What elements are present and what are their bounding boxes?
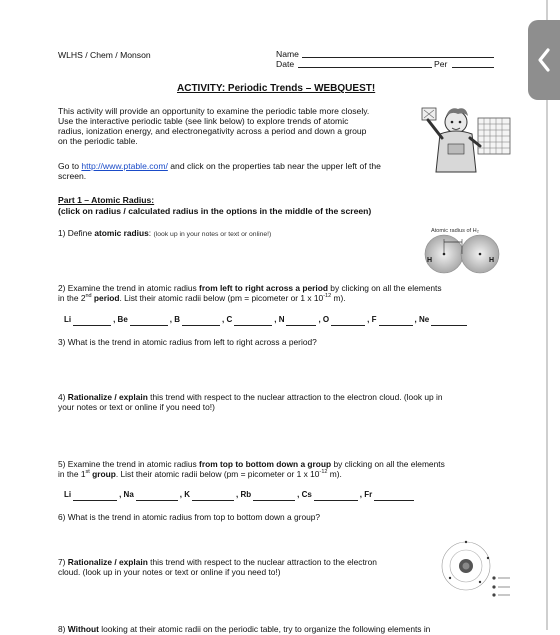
diagram-caption: Atomic radius of H₂ bbox=[431, 228, 479, 234]
name-label: Name bbox=[276, 49, 299, 59]
question-6: 6) What is the trend in atomic radius from top to bottom down a group? bbox=[58, 512, 321, 522]
q2-element-f: , F bbox=[367, 315, 377, 324]
q2-element-li: Li bbox=[64, 315, 72, 324]
q8-prefix: 8) bbox=[58, 624, 68, 634]
q5-l2-suffix: . List their atomic radii below (pm = picometer or 1 x 10 bbox=[115, 469, 320, 479]
question-3: 3) What is the trend in atomic radius from left to right across a period? bbox=[58, 337, 317, 347]
q2-element-b: , B bbox=[169, 315, 181, 324]
intro-line-4: on the periodic table. bbox=[58, 136, 138, 146]
q7-bold: Rationalize / explain bbox=[67, 557, 148, 567]
question-1 bbox=[58, 228, 271, 241]
question-8-line-1 bbox=[58, 624, 430, 635]
question-5-line-2 bbox=[58, 469, 342, 480]
q5-l2-sup: st bbox=[85, 469, 90, 476]
q5-blank-rb[interactable] bbox=[253, 492, 295, 501]
q2-l2-sup: nd bbox=[85, 293, 92, 300]
atom-label-right: H bbox=[489, 257, 495, 264]
q5-answer-row bbox=[64, 490, 416, 501]
q5-element-cs: , Cs bbox=[297, 490, 312, 499]
q5-l2-end: m). bbox=[327, 469, 342, 479]
q2-element-c: , C bbox=[222, 315, 233, 324]
q4-bold: Rationalize / explain bbox=[67, 392, 148, 402]
goto-line-2: screen. bbox=[58, 171, 87, 181]
q5-blank-li[interactable] bbox=[73, 492, 117, 501]
q2-answer-row bbox=[64, 315, 469, 326]
q2-l1-prefix: 2) Examine the trend in atomic radius bbox=[58, 283, 200, 293]
goto-suffix: and click on the properties tab near the upper left of the bbox=[167, 161, 381, 171]
q2-element-o: , O bbox=[318, 315, 330, 324]
question-4-line-1 bbox=[58, 392, 443, 403]
q7-suffix: this trend with respect to the nuclear attraction to the electron bbox=[147, 557, 377, 567]
q2-element-ne: , Ne bbox=[414, 315, 430, 324]
q2-blank-be[interactable] bbox=[130, 317, 168, 326]
q5-blank-k[interactable] bbox=[192, 492, 234, 501]
per-label: Per bbox=[434, 59, 448, 69]
q2-blank-b[interactable] bbox=[182, 317, 220, 326]
q2-element-n: , N bbox=[274, 315, 285, 324]
q5-l2-prefix: in the 1 bbox=[58, 469, 86, 479]
q5-element-li: Li bbox=[64, 490, 72, 499]
h2-radius-diagram bbox=[414, 230, 510, 274]
q5-l1-bold: from top to bottom down a group bbox=[199, 459, 332, 469]
part1-heading: Part 1 – Atomic Radius: bbox=[58, 195, 155, 205]
q2-l2-bold: period bbox=[91, 293, 120, 303]
goto-line bbox=[58, 161, 381, 172]
q2-blank-n[interactable] bbox=[286, 317, 316, 326]
q1-bold: atomic radius bbox=[94, 228, 149, 238]
q5-element-fr: , Fr bbox=[359, 490, 373, 499]
question-7-line-2: cloud. (look up in your notes or text or online if you need to!) bbox=[58, 567, 281, 577]
per-line bbox=[452, 67, 494, 68]
q1-prefix: 1) Define bbox=[58, 228, 95, 238]
q5-l1-suffix: by clicking on all the elements bbox=[331, 459, 445, 469]
ptable-link[interactable]: http://www.ptable.com/ bbox=[81, 161, 168, 171]
q5-l1-prefix: 5) Examine the trend in atomic radius bbox=[58, 459, 200, 469]
question-7-line-1 bbox=[58, 557, 377, 568]
q5-blank-cs[interactable] bbox=[314, 492, 358, 501]
atom-cloud-illustration bbox=[436, 538, 512, 600]
back-button[interactable] bbox=[528, 20, 560, 100]
q2-blank-ne[interactable] bbox=[431, 317, 467, 326]
q5-element-k: , K bbox=[179, 490, 191, 499]
q4-suffix: this trend with respect to the nuclear attraction to the electron cloud. (look up in bbox=[147, 392, 443, 402]
question-5-line-1 bbox=[58, 459, 445, 470]
q5-blank-fr[interactable] bbox=[374, 492, 414, 501]
q1-suffix: : bbox=[148, 228, 154, 238]
q2-l2-prefix: in the 2 bbox=[58, 293, 86, 303]
q5-l2-exp: -12 bbox=[319, 469, 328, 476]
q2-l1-bold: from left to right across a period bbox=[199, 283, 328, 293]
part1-subheading: (click on radius / calculated radius in the options in the middle of the screen) bbox=[58, 206, 372, 216]
chevron-left-icon bbox=[537, 47, 551, 73]
q4-prefix: 4) bbox=[58, 392, 68, 402]
q2-blank-li[interactable] bbox=[73, 317, 111, 326]
q8-bold: Without bbox=[67, 624, 99, 634]
scientist-illustration bbox=[420, 100, 512, 176]
q2-blank-o[interactable] bbox=[331, 317, 365, 326]
name-line bbox=[302, 57, 494, 58]
q2-blank-f[interactable] bbox=[379, 317, 413, 326]
date-label: Date bbox=[276, 59, 295, 69]
q1-hint: (look up in your notes or text or online!) bbox=[153, 231, 272, 238]
q8-suffix: looking at their atomic radii on the periodic table, try to organize the following elements in bbox=[98, 624, 431, 634]
date-line bbox=[298, 67, 432, 68]
course-label: WLHS / Chem / Monson bbox=[58, 50, 151, 60]
atom-label-left: H bbox=[427, 257, 433, 264]
q5-l2-bold: group bbox=[89, 469, 116, 479]
q2-l2-exp: -12 bbox=[323, 293, 332, 300]
q2-l1-suffix: by clicking on all the elements bbox=[327, 283, 442, 293]
q5-element-rb: , Rb bbox=[236, 490, 252, 499]
question-2-line-1 bbox=[58, 283, 442, 294]
q2-blank-c[interactable] bbox=[234, 317, 272, 326]
page-title: ACTIVITY: Periodic Trends – WEBQUEST! bbox=[177, 83, 376, 94]
q2-l2-end: m). bbox=[331, 293, 346, 303]
q2-l2-suffix: . List their atomic radii below (pm = picometer or 1 x 10 bbox=[119, 293, 324, 303]
goto-prefix: Go to bbox=[58, 161, 82, 171]
question-2-line-2 bbox=[58, 293, 346, 304]
q7-prefix: 7) bbox=[58, 557, 68, 567]
question-4-line-2: your notes or text or online if you need to!) bbox=[58, 402, 215, 412]
q2-element-be: , Be bbox=[113, 315, 128, 324]
q5-element-na: , Na bbox=[119, 490, 134, 499]
q5-blank-na[interactable] bbox=[136, 492, 178, 501]
intro-line-3: radius, ionization energy, and electronegativity across a period and down a group bbox=[58, 126, 367, 136]
intro-line-1: This activity will provide an opportunity to examine the periodic table more closely. bbox=[58, 106, 370, 116]
intro-line-2: Use the interactive periodic table (see link below) to explore trends of atomic bbox=[58, 116, 349, 126]
